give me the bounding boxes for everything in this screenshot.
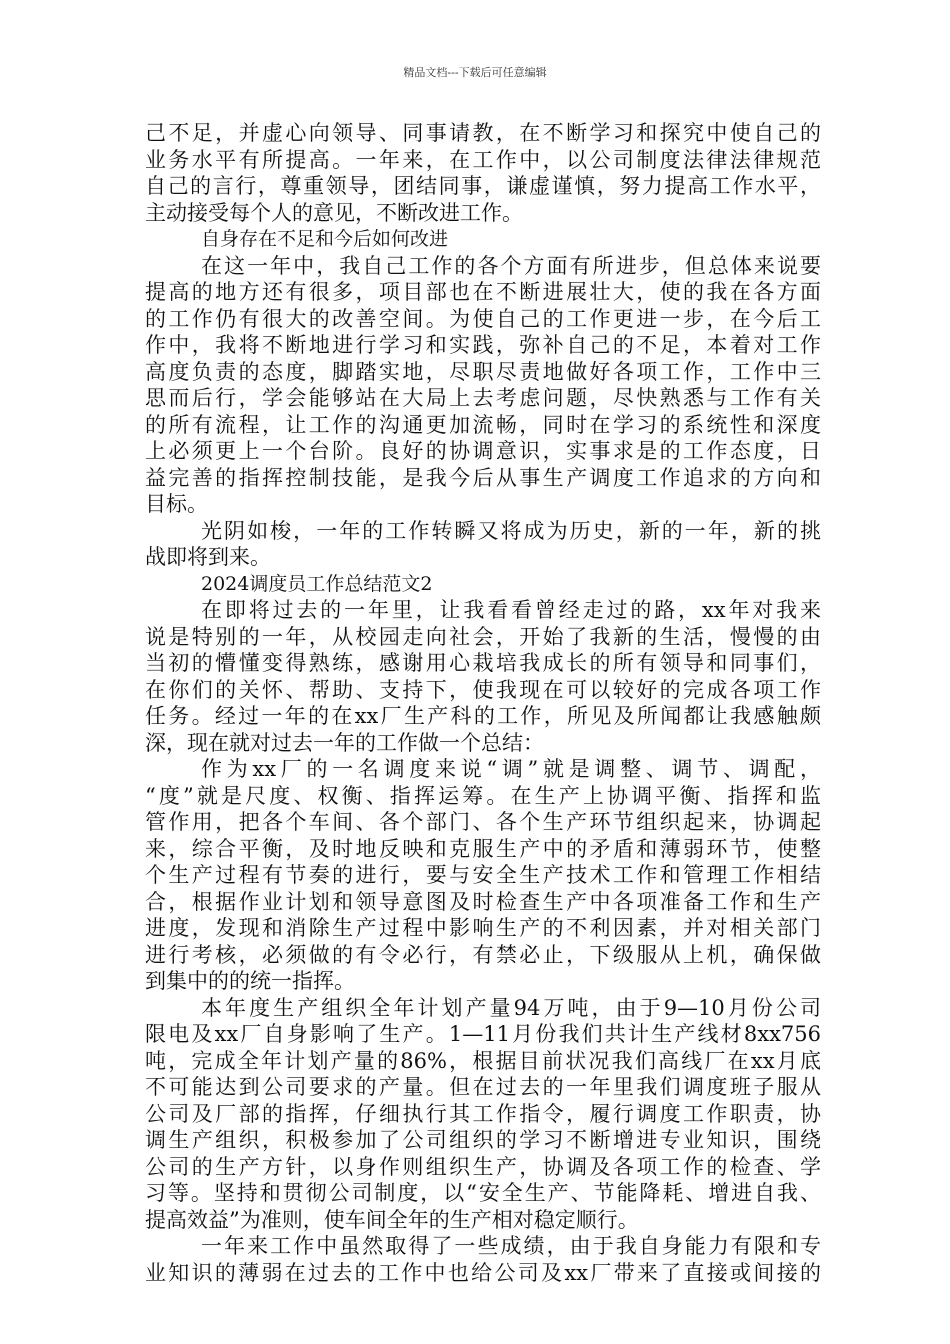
text-line: 战即将到来。	[145, 545, 271, 569]
text-line: 提高效益”为准则，使车间全年的生产相对稳定顺行。	[145, 1207, 639, 1232]
text-line: 作中，我将不断地进行学习和实践，弥补自己的不足，本着对工作	[145, 333, 821, 357]
text-line: 上必须更上一个台阶。良好的协调意识，实事求是的工作态度，日	[145, 439, 821, 463]
text-line: 目标。	[145, 492, 208, 516]
text-line: 的工作仍有很大的改善空间。为使自己的工作更进一步，在今后工	[145, 306, 821, 331]
text-line: 合，根据作业计划和领导意图及时检查生产中各项准备工作和生产	[145, 889, 821, 914]
text-line: 习等。坚持和贯彻公司制度，以“安全生产、节能降耗、增进自我、	[145, 1181, 821, 1205]
text-line: 任务。经过一年的在xx厂生产科的工作，所见及所闻都让我感触颇	[145, 704, 821, 728]
text-line: 进行考核，必须做的有令必行，有禁必止，下级服从上机，确保做	[145, 942, 821, 967]
text-line: 思而后行，学会能够站在大局上去考虑问题，尽快熟悉与工作有关	[145, 386, 821, 410]
text-line: 的所有流程，让工作的沟通更加流畅，同时在学习的系统性和深度	[145, 412, 821, 437]
text-line: 不可能达到公司要求的产量。但在过去的一年里我们调度班子服从	[145, 1075, 821, 1099]
text-line: 到集中的的统一指挥。	[145, 969, 355, 993]
text-line: 吨，完成全年计划产量的86%，根据目前状况我们高线厂在xx月底	[145, 1048, 821, 1073]
text-line: 自己的言行，尊重领导，团结同事，谦虚谨慎，努力提高工作水平，	[145, 174, 821, 198]
text-line: 深，现在就对过去一年的工作做一个总结：	[145, 730, 544, 755]
text-line: 调生产组织，积极参加了公司组织的学习不断增进专业知识，围绕	[145, 1128, 821, 1152]
text-line: 当初的懵懂变得熟练，感谢用心栽培我成长的所有领导和同事们，	[145, 651, 821, 675]
text-line: 公司的生产方针，以身作则组织生产，协调及各项工作的检查、学	[145, 1154, 821, 1179]
text-line: 本年度生产组织全年计划产量94万吨，由于9—10月份公司	[201, 995, 821, 1020]
text-line: 一年来工作中虽然取得了一些成绩，由于我自身能力有限和专	[201, 1234, 821, 1258]
text-line: 在你们的关怀、帮助、支持下，使我现在可以较好的完成各项工作	[145, 677, 821, 702]
section-heading: 2024调度员工作总结范文2	[201, 572, 433, 595]
text-line: 在即将过去的一年里，让我看看曾经走过的路，xx年对我来	[201, 598, 821, 622]
text-line: 高度负责的态度，脚踏实地，尽职尽责地做好各项工作，工作中三	[145, 359, 821, 384]
text-line: 说是特别的一年，从校园走向社会，开始了我新的生活，慢慢的由	[145, 624, 821, 649]
text-line: 管作用，把各个车间、各个部门、各个生产环节组织起来，协调起	[145, 810, 821, 834]
text-line: 来，综合平衡，及时地反映和克服生产中的矛盾和薄弱环节，使整	[145, 836, 821, 861]
text-line: 个生产过程有节奏的进行，要与安全生产技术工作和管理工作相结	[145, 863, 821, 887]
page-header: 精品文档---下载后可任意编辑	[403, 66, 547, 79]
text-line: 益完善的指挥控制技能，是我今后从事生产调度工作追求的方向和	[145, 465, 821, 490]
text-line: 主动接受每个人的意见，不断改进工作。	[145, 200, 523, 225]
text-line: 进度，发现和消除生产过程中影响生产的不利因素，并对相关部门	[145, 916, 821, 940]
section-heading: 自身存在不足和今后如何改进	[201, 228, 449, 250]
text-line: 提高的地方还有很多，项目部也在不断进展壮大，使的我在各方面	[145, 280, 821, 304]
text-line: 光阴如梭，一年的工作转瞬又将成为历史，新的一年，新的挑	[201, 518, 821, 543]
document-body	[145, 120, 821, 1286]
text-line: 业知识的薄弱在过去的工作中也给公司及xx厂带来了直接或间接的	[145, 1260, 821, 1285]
text-line: 业务水平有所提高。一年来，在工作中，以公司制度法律法律规范	[145, 147, 821, 172]
text-line: 在这一年中，我自己工作的各个方面有所进步，但总体来说要	[201, 253, 821, 278]
text-line: 己不足，并虚心向领导、同事请教，在不断学习和探究中使自己的	[145, 121, 821, 145]
text-line: 作为xx厂的一名调度来说“调”就是调整、调节、调配，	[201, 757, 821, 781]
text-line: 公司及厂部的指挥，仔细执行其工作指令，履行调度工作职责，协	[145, 1101, 821, 1126]
text-line: 限电及xx厂自身影响了生产。1—11月份我们共计生产线材8xx756	[145, 1022, 821, 1046]
text-line: “度”就是尺度、权衡、指挥运筹。在生产上协调平衡、指挥和监	[145, 783, 821, 808]
